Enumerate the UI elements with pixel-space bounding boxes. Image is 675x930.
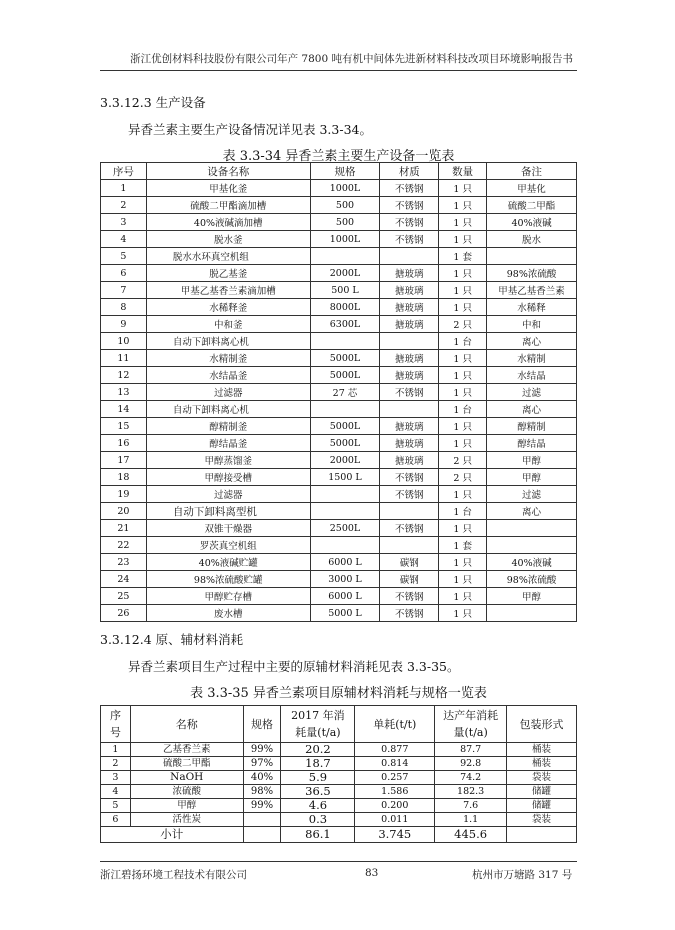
cell-equipment-name: 98%浓硫酸贮罐	[146, 571, 310, 588]
table-row	[101, 757, 577, 771]
cell-spec	[310, 401, 380, 418]
table-row	[101, 418, 577, 435]
cell-material: 不锈钢	[380, 180, 439, 197]
cell-spec: 98%	[243, 785, 281, 799]
cell-row-index: 2	[101, 757, 131, 771]
cell-full-year-consumption: 1.1	[435, 813, 507, 827]
cell-equipment-name: 自动下卸料离型机	[146, 503, 310, 520]
cell-row-index: 10	[101, 333, 147, 350]
cell-remark: 醇精制	[487, 418, 577, 435]
table-row	[101, 214, 577, 231]
table-row	[101, 554, 577, 571]
cell-equipment-name: 中和釜	[146, 316, 310, 333]
table-row	[101, 799, 577, 813]
section-heading-materials: 3.3.12.4 原、辅材料消耗	[100, 632, 244, 647]
cell-material: 搪玻璃	[380, 418, 439, 435]
cell-full-year-consumption: 7.6	[435, 799, 507, 813]
cell-material	[380, 401, 439, 418]
cell-row-index: 15	[101, 418, 147, 435]
cell-spec: 27 芯	[310, 384, 380, 401]
cell-spec: 2000L	[310, 265, 380, 282]
table-row	[101, 537, 577, 554]
column-header-line: 单耗(t/t)	[373, 717, 417, 731]
cell-spec: 1500 L	[310, 469, 380, 486]
table-row	[101, 605, 577, 622]
column-header-line: 规格	[251, 717, 274, 731]
cell-quantity: 1 只	[439, 197, 487, 214]
cell-unit-consumption: 0.814	[355, 757, 435, 771]
cell-remark: 过滤	[487, 486, 577, 503]
cell-quantity: 1 只	[439, 282, 487, 299]
page-number: 83	[365, 867, 379, 879]
cell-equipment-name: 双锥干燥器	[146, 520, 310, 537]
column-header-line: 序	[109, 709, 121, 722]
cell-spec	[310, 486, 380, 503]
cell-equipment-name: 罗茨真空机组	[146, 537, 310, 554]
cell-quantity: 2 只	[439, 469, 487, 486]
equipment-table	[100, 162, 577, 622]
table-row	[101, 316, 577, 333]
cell-equipment-name: 醇结晶釜	[146, 435, 310, 452]
cell-packaging: 桶装	[507, 743, 577, 757]
cell-spec	[310, 537, 380, 554]
cell-material-name: 活性炭	[130, 813, 243, 827]
table-row	[101, 571, 577, 588]
cell-packaging: 袋装	[507, 813, 577, 827]
cell-equipment-name: 40%液碱贮罐	[146, 554, 310, 571]
table-header-row	[101, 163, 577, 180]
column-header: 备注	[487, 163, 577, 180]
column-header	[243, 706, 281, 743]
cell-consumption-2017: 0.3	[281, 813, 355, 827]
total-unit-consumption: 3.745	[355, 827, 435, 843]
cell-spec: 5000L	[310, 367, 380, 384]
cell-packaging: 储罐	[507, 799, 577, 813]
cell-row-index: 13	[101, 384, 147, 401]
footer-rule	[100, 861, 577, 862]
cell-quantity: 1 只	[439, 520, 487, 537]
cell-remark: 水结晶	[487, 367, 577, 384]
cell-full-year-consumption: 92.8	[435, 757, 507, 771]
table-row	[101, 520, 577, 537]
cell-remark: 40%液碱	[487, 214, 577, 231]
column-header: 数量	[439, 163, 487, 180]
cell-row-index: 1	[101, 743, 131, 757]
column-header	[130, 706, 243, 743]
table-row	[101, 771, 577, 785]
section-paragraph-equipment: 异香兰素主要生产设备情况详见表 3.3-34。	[128, 122, 372, 137]
cell-row-index: 18	[101, 469, 147, 486]
cell-quantity: 1 只	[439, 435, 487, 452]
cell-full-year-consumption: 74.2	[435, 771, 507, 785]
cell-row-index: 5	[101, 248, 147, 265]
cell-spec	[243, 827, 281, 843]
cell-quantity: 1 只	[439, 265, 487, 282]
table-row	[101, 469, 577, 486]
cell-material: 不锈钢	[380, 197, 439, 214]
table-caption-materials: 表 3.3-35 异香兰素项目原辅材料消耗与规格一览表	[190, 686, 487, 701]
cell-row-index: 4	[101, 231, 147, 248]
cell-unit-consumption: 0.011	[355, 813, 435, 827]
cell-equipment-name: 水结晶釜	[146, 367, 310, 384]
cell-material: 碳钢	[380, 571, 439, 588]
table-row	[101, 588, 577, 605]
total-full-year: 445.6	[435, 827, 507, 843]
cell-material: 不锈钢	[380, 605, 439, 622]
cell-equipment-name: 甲醇接受槽	[146, 469, 310, 486]
cell-row-index: 2	[101, 197, 147, 214]
cell-remark	[487, 605, 577, 622]
column-header-line: 量(t/a)	[453, 726, 488, 739]
cell-quantity: 1 只	[439, 486, 487, 503]
table-row	[101, 282, 577, 299]
cell-quantity: 1 台	[439, 333, 487, 350]
table-caption-equipment: 表 3.3-34 异香兰素主要生产设备一览表	[222, 149, 455, 164]
cell-remark: 中和	[487, 316, 577, 333]
cell-equipment-name: 甲醇贮存槽	[146, 588, 310, 605]
column-header	[281, 706, 355, 743]
table-row	[101, 265, 577, 282]
cell-spec	[310, 333, 380, 350]
cell-equipment-name: 甲醇蒸馏釜	[146, 452, 310, 469]
cell-remark: 甲醇	[487, 452, 577, 469]
cell-spec: 2500L	[310, 520, 380, 537]
cell-row-index: 14	[101, 401, 147, 418]
cell-material: 不锈钢	[380, 486, 439, 503]
column-header	[507, 706, 577, 743]
cell-remark	[487, 248, 577, 265]
cell-equipment-name: 水稀释釜	[146, 299, 310, 316]
cell-quantity: 1 只	[439, 571, 487, 588]
cell-equipment-name: 废水槽	[146, 605, 310, 622]
cell-consumption-2017: 4.6	[281, 799, 355, 813]
table-row	[101, 503, 577, 520]
cell-spec: 5000L	[310, 435, 380, 452]
column-header-line: 达产年消耗	[443, 709, 499, 722]
cell-quantity: 1 只	[439, 588, 487, 605]
cell-remark: 过滤	[487, 384, 577, 401]
table-row	[101, 384, 577, 401]
cell-remark: 98%浓硫酸	[487, 571, 577, 588]
table-row	[101, 367, 577, 384]
cell-equipment-name: 脱乙基釜	[146, 265, 310, 282]
cell-packaging: 袋装	[507, 771, 577, 785]
cell-quantity: 1 只	[439, 350, 487, 367]
cell-material: 不锈钢	[380, 231, 439, 248]
table-row	[101, 180, 577, 197]
cell-unit-consumption: 0.877	[355, 743, 435, 757]
column-header: 材质	[380, 163, 439, 180]
cell-equipment-name: 水精制釜	[146, 350, 310, 367]
column-header: 序号	[101, 163, 147, 180]
cell-remark: 甲醇	[487, 588, 577, 605]
cell-consumption-2017: 36.5	[281, 785, 355, 799]
cell-spec: 40%	[243, 771, 281, 785]
cell-material: 搪玻璃	[380, 452, 439, 469]
cell-full-year-consumption: 182.3	[435, 785, 507, 799]
cell-material: 搪玻璃	[380, 367, 439, 384]
cell-row-index: 6	[101, 265, 147, 282]
total-label: 小计	[101, 827, 244, 843]
cell-remark: 脱水	[487, 231, 577, 248]
cell-material	[380, 503, 439, 520]
cell-equipment-name: 脱水釜	[146, 231, 310, 248]
cell-quantity: 1 套	[439, 537, 487, 554]
cell-row-index: 9	[101, 316, 147, 333]
cell-equipment-name: 自动下卸料离心机	[146, 401, 310, 418]
cell-equipment-name: 脱水水环真空机组	[146, 248, 310, 265]
table-row	[101, 197, 577, 214]
cell-spec: 8000L	[310, 299, 380, 316]
table-row	[101, 435, 577, 452]
cell-spec	[243, 813, 281, 827]
cell-spec: 500	[310, 214, 380, 231]
cell-row-index: 22	[101, 537, 147, 554]
cell-equipment-name: 甲基乙基香兰素滴加槽	[146, 282, 310, 299]
cell-packaging	[507, 827, 577, 843]
cell-row-index: 8	[101, 299, 147, 316]
cell-quantity: 1 只	[439, 384, 487, 401]
cell-material	[380, 248, 439, 265]
cell-row-index: 16	[101, 435, 147, 452]
cell-quantity: 1 只	[439, 180, 487, 197]
cell-row-index: 5	[101, 799, 131, 813]
cell-remark: 硫酸二甲酯	[487, 197, 577, 214]
cell-unit-consumption: 1.586	[355, 785, 435, 799]
table-row	[101, 401, 577, 418]
total-consumption-2017: 86.1	[281, 827, 355, 843]
cell-material: 搪玻璃	[380, 282, 439, 299]
table-row	[101, 248, 577, 265]
cell-spec: 1000L	[310, 231, 380, 248]
table-row	[101, 231, 577, 248]
cell-quantity: 1 只	[439, 418, 487, 435]
cell-material: 搪玻璃	[380, 350, 439, 367]
cell-packaging: 桶装	[507, 757, 577, 771]
cell-row-index: 4	[101, 785, 131, 799]
cell-spec: 99%	[243, 743, 281, 757]
cell-material: 不锈钢	[380, 588, 439, 605]
cell-row-index: 19	[101, 486, 147, 503]
cell-quantity: 1 台	[439, 401, 487, 418]
cell-row-index: 12	[101, 367, 147, 384]
cell-remark: 98%浓硫酸	[487, 265, 577, 282]
cell-remark: 水精制	[487, 350, 577, 367]
table-row	[101, 333, 577, 350]
cell-material: 碳钢	[380, 554, 439, 571]
cell-row-index: 11	[101, 350, 147, 367]
column-header: 设备名称	[146, 163, 310, 180]
cell-spec: 5000 L	[310, 605, 380, 622]
cell-remark	[487, 520, 577, 537]
cell-remark: 水稀释	[487, 299, 577, 316]
cell-full-year-consumption: 87.7	[435, 743, 507, 757]
table-header-row	[101, 706, 577, 743]
cell-row-index: 23	[101, 554, 147, 571]
cell-row-index: 25	[101, 588, 147, 605]
cell-remark: 甲基化	[487, 180, 577, 197]
cell-spec: 500 L	[310, 282, 380, 299]
column-header: 规格	[310, 163, 380, 180]
table-row	[101, 486, 577, 503]
cell-material-name: 硫酸二甲酯	[130, 757, 243, 771]
cell-material: 不锈钢	[380, 469, 439, 486]
cell-equipment-name: 40%液碱滴加槽	[146, 214, 310, 231]
column-header-line: 耗量(t/a)	[295, 726, 341, 739]
column-header	[435, 706, 507, 743]
cell-row-index: 21	[101, 520, 147, 537]
cell-remark: 离心	[487, 401, 577, 418]
table-row	[101, 813, 577, 827]
cell-consumption-2017: 20.2	[281, 743, 355, 757]
cell-material: 不锈钢	[380, 214, 439, 231]
cell-material-name: 浓硫酸	[130, 785, 243, 799]
cell-row-index: 1	[101, 180, 147, 197]
table-row	[101, 350, 577, 367]
table-row	[101, 452, 577, 469]
cell-unit-consumption: 0.257	[355, 771, 435, 785]
cell-quantity: 1 只	[439, 605, 487, 622]
cell-material	[380, 333, 439, 350]
cell-remark: 离心	[487, 503, 577, 520]
table-row	[101, 785, 577, 799]
cell-equipment-name: 过滤器	[146, 486, 310, 503]
table-row	[101, 743, 577, 757]
cell-material: 搪玻璃	[380, 435, 439, 452]
cell-quantity: 1 只	[439, 231, 487, 248]
table-total-row	[101, 827, 577, 843]
cell-row-index: 26	[101, 605, 147, 622]
column-header	[101, 706, 131, 743]
cell-row-index: 3	[101, 771, 131, 785]
cell-material: 不锈钢	[380, 384, 439, 401]
section-paragraph-materials: 异香兰素项目生产过程中主要的原辅材料消耗见表 3.3-35。	[128, 659, 460, 674]
cell-remark: 醇结晶	[487, 435, 577, 452]
cell-spec	[310, 248, 380, 265]
footer-company: 浙江碧扬环境工程技术有限公司	[100, 869, 247, 881]
cell-remark: 甲醇	[487, 469, 577, 486]
column-header-line: 名称	[175, 717, 198, 731]
table-row	[101, 299, 577, 316]
cell-consumption-2017: 5.9	[281, 771, 355, 785]
cell-row-index: 24	[101, 571, 147, 588]
cell-equipment-name: 甲基化釜	[146, 180, 310, 197]
cell-equipment-name: 过滤器	[146, 384, 310, 401]
cell-row-index: 3	[101, 214, 147, 231]
cell-spec: 5000L	[310, 350, 380, 367]
cell-quantity: 1 只	[439, 214, 487, 231]
cell-equipment-name: 硫酸二甲酯滴加槽	[146, 197, 310, 214]
cell-spec: 6300L	[310, 316, 380, 333]
cell-quantity: 1 只	[439, 367, 487, 384]
column-header-line: 包装形式	[519, 717, 564, 731]
cell-material-name: 乙基香兰素	[130, 743, 243, 757]
footer-address: 杭州市万塘路 317 号	[472, 869, 573, 881]
section-heading-equipment: 3.3.12.3 生产设备	[100, 95, 206, 110]
cell-spec: 6000 L	[310, 554, 380, 571]
cell-spec: 1000L	[310, 180, 380, 197]
header-rule	[100, 70, 577, 71]
cell-row-index: 6	[101, 813, 131, 827]
cell-spec	[310, 503, 380, 520]
cell-row-index: 17	[101, 452, 147, 469]
cell-quantity: 1 只	[439, 554, 487, 571]
cell-spec: 2000L	[310, 452, 380, 469]
cell-remark: 离心	[487, 333, 577, 350]
cell-spec: 99%	[243, 799, 281, 813]
column-header-line: 号	[109, 726, 121, 739]
cell-material: 不锈钢	[380, 520, 439, 537]
column-header-line: 2017 年消	[291, 709, 345, 722]
cell-spec: 97%	[243, 757, 281, 771]
cell-spec: 5000L	[310, 418, 380, 435]
cell-row-index: 7	[101, 282, 147, 299]
cell-unit-consumption: 0.200	[355, 799, 435, 813]
cell-quantity: 2 只	[439, 316, 487, 333]
cell-material: 搪玻璃	[380, 299, 439, 316]
cell-equipment-name: 自动下卸料离心机	[146, 333, 310, 350]
cell-equipment-name: 醇精制釜	[146, 418, 310, 435]
cell-quantity: 1 台	[439, 503, 487, 520]
column-header	[355, 706, 435, 743]
cell-spec: 6000 L	[310, 588, 380, 605]
cell-quantity: 1 套	[439, 248, 487, 265]
cell-material: 搪玻璃	[380, 265, 439, 282]
cell-remark	[487, 537, 577, 554]
cell-material-name: NaOH	[130, 771, 243, 785]
cell-remark: 40%液碱	[487, 554, 577, 571]
cell-remark: 甲基乙基香兰素	[487, 282, 577, 299]
cell-spec: 500	[310, 197, 380, 214]
cell-quantity: 2 只	[439, 452, 487, 469]
cell-material-name: 甲醇	[130, 799, 243, 813]
materials-table	[100, 705, 577, 843]
cell-quantity: 1 只	[439, 299, 487, 316]
cell-spec: 3000 L	[310, 571, 380, 588]
cell-material	[380, 537, 439, 554]
cell-consumption-2017: 18.7	[281, 757, 355, 771]
page-header: 浙江优创材料科技股份有限公司年产 7800 吨有机中间体先进新材料科技改项目环境影响报告书	[130, 53, 573, 65]
cell-packaging: 储罐	[507, 785, 577, 799]
cell-row-index: 20	[101, 503, 147, 520]
cell-material: 搪玻璃	[380, 316, 439, 333]
